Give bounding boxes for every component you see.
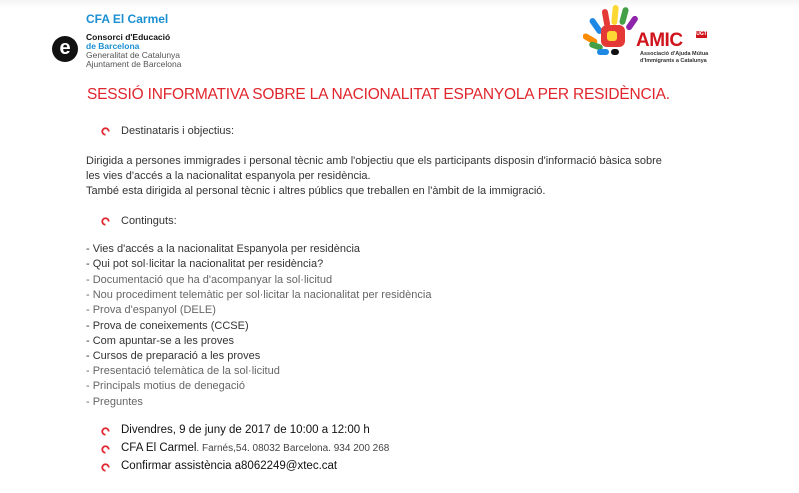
event-place-name: CFA El Carmel bbox=[121, 442, 197, 454]
list-item: - Principals motius de denegació bbox=[86, 380, 245, 392]
list-item: - Preguntes bbox=[86, 396, 143, 408]
confirm-email-link[interactable]: a8062249@xtec.cat bbox=[234, 460, 338, 472]
amic-subtitle bbox=[640, 51, 708, 64]
list-item: - Vies d'accés a la nacionalitat Espanyola per residència bbox=[86, 243, 361, 255]
amic-subtitle-line-2: d'Immigrants a Catalunya bbox=[640, 57, 707, 64]
consorci-text bbox=[86, 33, 181, 69]
list-item: - Presentació telemàtica de la sol·licitud bbox=[86, 365, 280, 377]
section-heading-continguts: Continguts: bbox=[121, 215, 177, 227]
list-item: - Cursos de preparació a les proves bbox=[86, 350, 261, 362]
list-item: - Prova de coneixements (CCSE) bbox=[86, 320, 249, 332]
list-item: - Prova d'espanyol (DELE) bbox=[86, 304, 216, 316]
event-confirm bbox=[121, 460, 337, 472]
cfa-title: CFA El Carmel bbox=[86, 12, 169, 26]
list-item: - Documentació que ha d'acompanyar la sol·licitud bbox=[86, 274, 333, 286]
consorci-logo: e bbox=[52, 36, 78, 62]
bullet-icon bbox=[101, 463, 110, 472]
consorci-line-4: Ajuntament de Barcelona bbox=[86, 59, 182, 69]
event-place bbox=[121, 442, 389, 454]
consorci-line-3: Generalitat de Catalunya bbox=[86, 50, 181, 60]
bullet-icon bbox=[101, 217, 110, 226]
section-heading-destinataris: Destinataris i objectius: bbox=[121, 125, 235, 137]
amic-name: AMIC bbox=[636, 30, 683, 51]
bullet-icon bbox=[101, 127, 110, 136]
list-item: - Nou procediment telemàtic per sol·licitar la nacionalitat per residència bbox=[86, 289, 432, 301]
confirm-label: Confirmar assistència bbox=[121, 460, 232, 472]
page-title: SESSIÓ INFORMATIVA SOBRE LA NACIONALITAT ESPANYOLA PER RESIDÈNCIA. bbox=[87, 86, 670, 103]
event-place-detail: . Farnés,54. 08032 Barcelona. 934 200 268 bbox=[196, 443, 390, 454]
amic-badge: UGT bbox=[696, 31, 707, 37]
bullet-icon bbox=[101, 445, 110, 454]
event-date: Divendres, 9 de juny de 2017 de 10:00 a 12:00 h bbox=[121, 424, 370, 436]
top-bar bbox=[0, 0, 799, 8]
consorci-line-2: de Barcelona bbox=[86, 41, 140, 51]
paragraph-line: les vies d'accés a la nacionalitat espanyola per residència. bbox=[86, 170, 371, 182]
list-item: - Com apuntar-se a les proves bbox=[86, 335, 234, 347]
list-item: - Qui pot sol·licitar la nacionalitat per residència? bbox=[86, 258, 324, 270]
amic-subtitle-line-1: Associació d'Ajuda Mútua bbox=[640, 51, 709, 57]
bullet-icon bbox=[101, 427, 110, 436]
paragraph-line: Dirigida a persones immigrades i personal tècnic amb l'objectiu que els participants disposin d'informació bàsica sobre bbox=[86, 155, 662, 167]
consorci-line-1: Consorci d'Educació bbox=[86, 32, 171, 42]
paragraph-line: També esta dirigida al personal tècnic i altres públics que treballen en l'àmbit de la immigració. bbox=[86, 185, 546, 197]
